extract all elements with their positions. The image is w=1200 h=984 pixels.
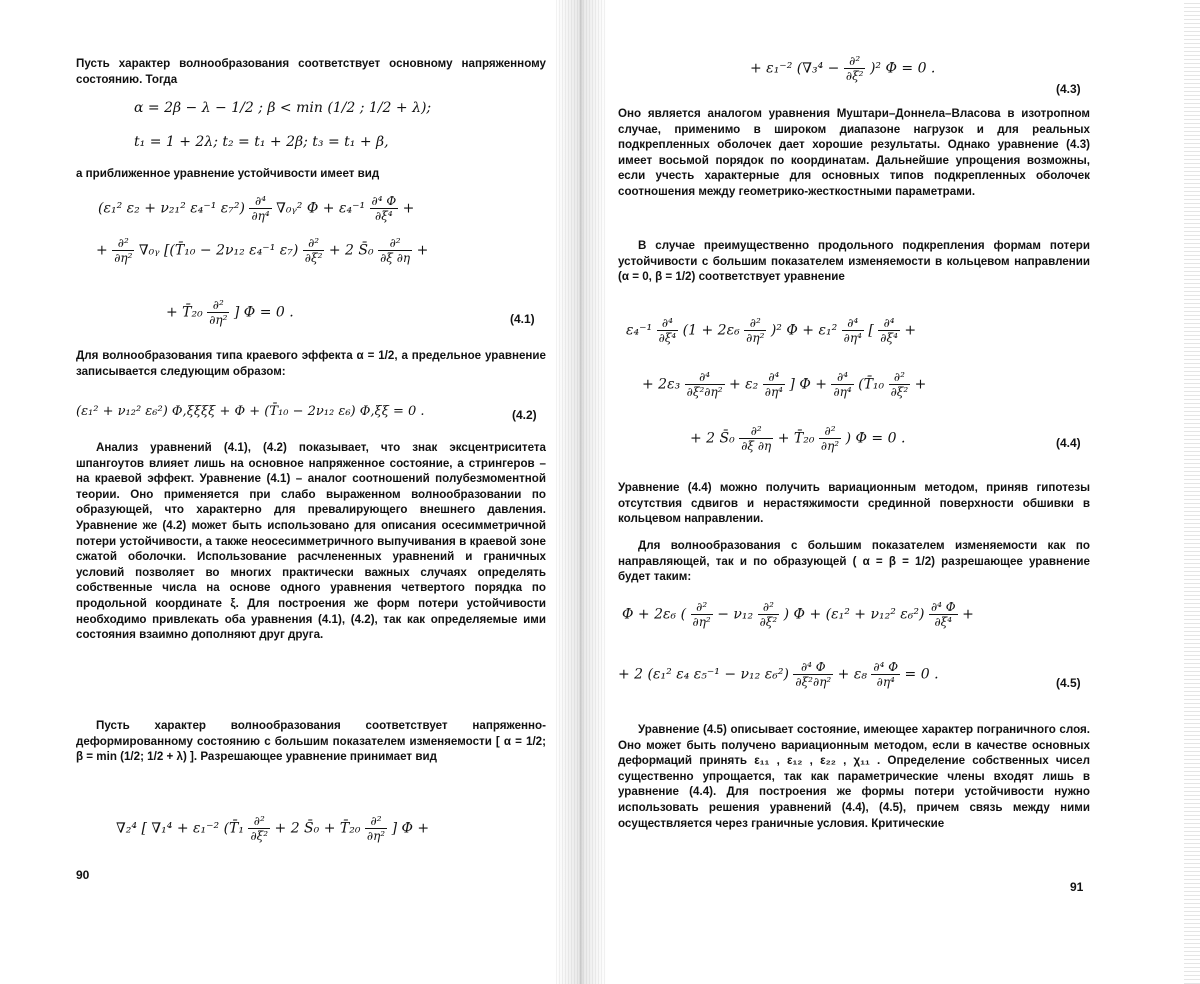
- right-page: [598, 0, 1200, 984]
- formula-bottom: ∇₂⁴ [ ∇₁⁴ + ε₁⁻² (T̄₁ $\frac{\text{∂²}}{\text{∂ξ²}}$ + 2 S̄₀ + T̄₂₀ $\frac{\text{∂²}}{\text{∂η²}}$ ] Φ +: [116, 814, 430, 843]
- formula: t₁ = 1 + 2λ; t₂ = t₁ + 2β; t₃ = t₁ + β,: [134, 134, 389, 150]
- equation-number: (4.3): [1056, 82, 1081, 96]
- paragraph: Для волнообразования типа краевого эффекта α = 1/2, а предельное уравнение записывается следующим образом:: [76, 349, 546, 378]
- formula-4-4-line-1: ε₄⁻¹ $\frac{\text{∂⁴}}{\text{∂ξ⁴}}$ (1 + 2ε₆ $\frac{\text{∂²}}{\text{∂η²}}$ )² Φ + ε₁² $\frac{\text{∂⁴}}{\text{∂η⁴}}$ [ $\frac{\text{∂⁴}}{\text{∂ξ⁴}}$ +: [626, 316, 917, 345]
- equation-number: (4.4): [1056, 436, 1081, 450]
- equation-number: (4.1): [510, 312, 535, 326]
- paragraph: Уравнение (4.4) можно получить вариационным методом, приняв гипотезы отсутствия сдвигов и нерастяжимости срединной поверхности обшивки в кольцевом направлении.: [618, 481, 1090, 526]
- formula-4-4-line-3: + 2 S̄₀ $\frac{\text{∂²}}{\partial\xi \partial\eta}$ + T̄₂₀ $\frac{\text{∂²}}{\text{∂η²}}$ ) Φ = 0 .: [690, 424, 906, 453]
- paragraph: Пусть характер волнообразования соответствует напряженно-деформированному состоянию с большим показателем изменяемости [ α = 1/2; β = min (1/2; 1/2 + λ) ]. Разрешающее уравнение принимает вид: [76, 719, 546, 764]
- page-number: 91: [1070, 880, 1084, 894]
- paragraph: В случае преимущественно продольного подкрепления формам потери устойчивости с большим показателем изменяемости в кольцевом направлении (α = 0, β = 1/2) соответствует уравнение: [618, 239, 1090, 284]
- page-number: 90: [76, 868, 90, 882]
- paragraph: а приближенное уравнение устойчивости имеет вид: [76, 167, 380, 180]
- formula-4-3: + ε₁⁻² (∇₃⁴ − $\frac{\text{∂²}}{\text{∂ξ²}}$ )² Φ = 0 .: [750, 54, 936, 83]
- formula-4-1-line-3: + T̄₂₀ $\frac{\text{∂²}}{\text{∂η²}}$ ] Φ = 0 .: [166, 298, 294, 327]
- equation-number: (4.5): [1056, 676, 1081, 690]
- formula-4-2: (ε₁² + ν₁₂² ε₆²) Φ,ξξξξ + Φ + (T̄₁₀ − 2ν₁₂ ε₆) Φ,ξξ = 0 .: [76, 404, 425, 419]
- paragraph: Оно является аналогом уравнения Муштари–Доннела–Власова в изотропном случае, применимо в широком диапазоне нагрузок и для реальных подкрепленных оболочек дает хорошие результаты. Однако уравнение (4.3) имеет восьмой порядок по координатам. Дальнейшие упрощения возможны, если учесть характерные для основных типов подкрепленных оболочек соотношения между геометрико-жесткостными параметрами.: [618, 107, 1090, 198]
- formula-4-5-line-2: + 2 (ε₁² ε₄ ε₅⁻¹ − ν₁₂ ε₆²) $\frac{\text{∂⁴ Φ}}{\text{∂ξ²∂η²}}$ + ε₈ $\frac{\text{∂⁴ Φ}}{\text{∂η⁴}}$ = 0 .: [618, 660, 939, 689]
- formula-4-4-line-2: + 2ε₃ $\frac{\text{∂⁴}}{\text{∂ξ²∂η²}}$ + ε₂ $\frac{\text{∂⁴}}{\text{∂η⁴}}$ ] Φ + $\frac{\text{∂⁴}}{\text{∂η⁴}}$ (T̄₁₀ $\frac{\text{∂²}}{\text{∂ξ²}}$ +: [642, 370, 927, 399]
- formula-4-5-line-1: Φ + 2ε₆ ( $\frac{\text{∂²}}{\text{∂η²}}$ − ν₁₂ $\frac{\text{∂²}}{\text{∂ξ²}}$ ) Φ + (ε₁² + ν₁₂² ε₆²) $\frac{\text{∂⁴ Φ}}{\text{∂ξ⁴}}$ +: [622, 600, 974, 629]
- paragraph: Уравнение (4.5) описывает состояние, имеющее характер пограничного слоя. Оно может быть получено вариационным методом, если в качестве основных деформаций принять ε₁₁ , ε₁₂ , ε₂₂ , χ₁₁ . Определение собственных чисел существенно упрощается, так как параметрические члены входят лишь в уравнение (4.4). Для построения же формы потери устойчивости нужно использовать решения уравнений (4.4), (4.5), причем связь между ними осуществляется через граничные условия. Критические: [618, 723, 1090, 830]
- paragraph: Пусть характер волнообразования соответствует основному напряженному состоянию. Тогда: [76, 57, 546, 86]
- paragraph: Для волнообразования с большим показателем изменяемости как по направляющей, так и по образующей ( α = β = 1/2) разрешающее уравнение будет таким:: [618, 539, 1090, 584]
- left-page: [0, 0, 582, 984]
- formula-4-1-line-2: + $\frac{\text{∂²}}{\text{∂η²}}$ ∇₀ᵧ [(T̄₁₀ − 2ν₁₂ ε₄⁻¹ ε₇) $\frac{\text{∂²}}{\text{∂ξ²}}$ + 2 S̄₀ $\frac{\text{∂²}}{\partial\xi \partial\eta}$ +: [96, 236, 429, 265]
- formula: α = 2β − λ − 1/2 ; β < min (1/2 ; 1/2 + λ);: [134, 100, 432, 116]
- equation-number: (4.2): [512, 408, 537, 422]
- paragraph: Анализ уравнений (4.1), (4.2) показывает, что знак эксцентриситета шпангоутов влияет лишь на основное напряженное состояние, а стрингеров – на краевой эффект. Уравнение (4.1) – аналог соотношений полубезмоментной теории. Оно применяется при слабо выраженном волнообразовании по образующей, что характерно для превалирующего внешнего давления. Уравнение же (4.2) может быть использовано для описания осесимметричной потери устойчивости, а также неосесимметричного выпучивания в краевой зоне сжатой оболочки. Использование расчлененных уравнений и граничных условий позволяет во многих практически важных случаях определять собственные числа на основе одного уравнения четвертого порядка по продольной координате ξ. Для построения же форм потери устойчивости необходимо привлекать оба уравнения (4.1), (4.2), так как определяемые ими состояния взаимно дополняют друг друга.: [76, 441, 546, 642]
- formula-4-1-line-1: (ε₁² ε₂ + ν₂₁² ε₄⁻¹ ε₇²) $\frac{\text{∂⁴}}{\text{∂η⁴}}$ ∇₀ᵧ² Φ + ε₄⁻¹ $\frac{\text{∂⁴ Φ}}{\text{∂ξ⁴}}$ +: [98, 194, 415, 223]
